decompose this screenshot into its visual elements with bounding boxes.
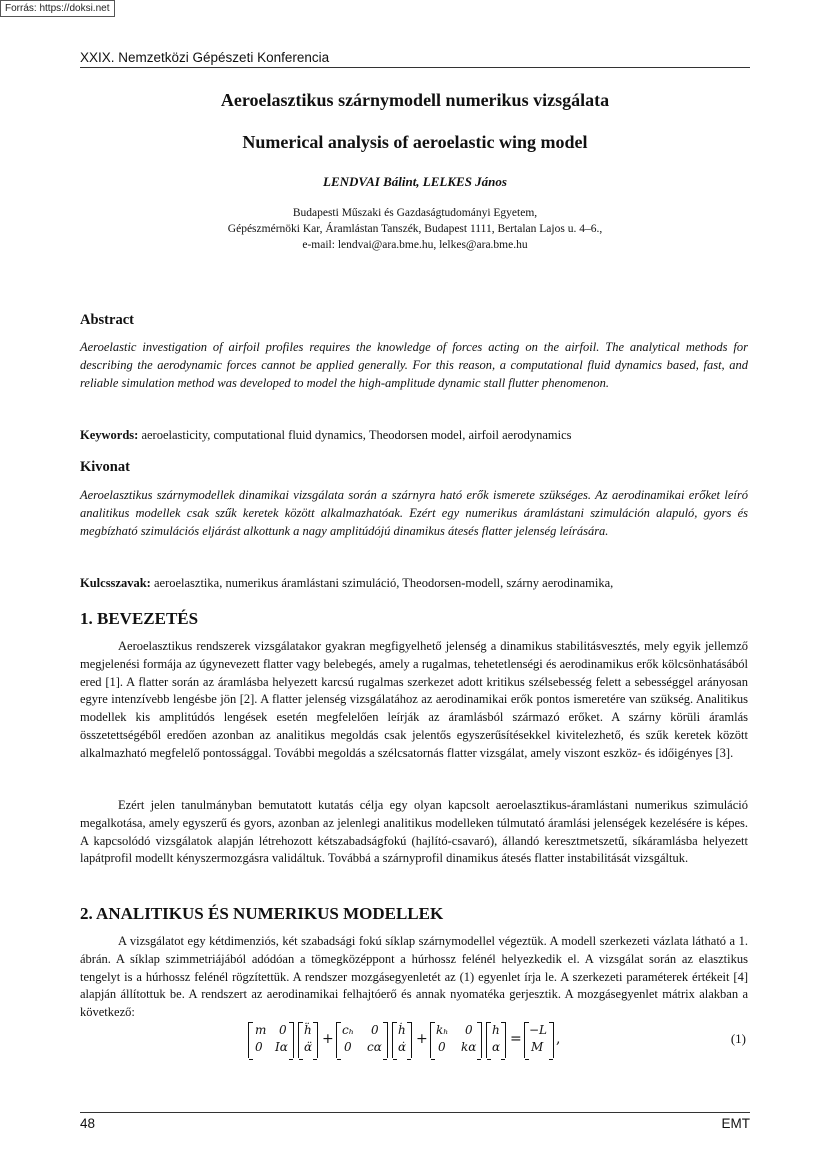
section-2-heading: 2. ANALITIKUS ÉS NUMERIKUS MODELLEK	[80, 904, 444, 923]
page-number: 48	[80, 1116, 96, 1131]
vector-cell: α	[492, 1040, 501, 1054]
matrix-cell: kₕ	[436, 1023, 449, 1037]
affiliation	[80, 205, 750, 253]
vector-cell: α̈	[304, 1040, 313, 1054]
affiliation-email: e-mail: lendvai@ara.bme.hu, lelkes@ara.bme.hu	[302, 239, 528, 251]
equation-body	[248, 1022, 668, 1060]
source-label: Forrás: https://doksi.net	[0, 0, 115, 17]
matrix-cell: 0	[465, 1023, 473, 1037]
kulcsszavak	[80, 575, 748, 593]
running-header: XXIX. Nemzetközi Gépészeti Konferencia	[80, 50, 750, 68]
equation-1	[80, 1022, 748, 1060]
title-hungarian: Aeroelasztikus szárnymodell numerikus vizsgálata	[220, 90, 610, 110]
keywords	[80, 427, 748, 445]
plus-sign: +	[416, 1031, 428, 1047]
section-1-paragraph-2: Ezért jelen tanulmányban bemutatott kutatás célja egy olyan kapcsolt aeroelasztikus-áramlástani numerikus szimuláció megalkotása, amely egyszerű és gyors, azonban az jelenlegi analitikus modelleken túlmutató áramlási jelenségek kezelésére is képes. A kapcsolódó vizsgálatok alapján létrehozott kétszabadságfokú (hajlító-csavaró), állandó keresztmetszetű, síkáramlásba helyezett lapátprofil modellt kényszermozgásra validáltuk. Továbbá a szárnyprofil dinamikus átesés flatter instabilitását vizsgáltuk.	[80, 798, 748, 866]
keywords-label: Keywords:	[80, 428, 139, 442]
vector-cell: α̇	[398, 1040, 407, 1054]
page-footer	[80, 1112, 750, 1131]
plus-sign: +	[322, 1031, 334, 1047]
abstract-text: Aeroelastic investigation of airfoil profiles requires the knowledge of forces acting on the airfoil. The analytical methods for describing the aerodynamic forces cannot be applied generally. For this reason, a computational fluid dynamics based, fast, and reliable simulation method was developed to model the high-amplitude dynamic stall flutter phenomenon.	[80, 340, 748, 390]
mass-matrix	[248, 1022, 294, 1058]
affiliation-line: Gépészmérnöki Kar, Áramlástan Tanszék, Budapest 1111, Bertalan Lajos u. 4–6.,	[227, 223, 603, 235]
vector-cell: M	[531, 1040, 544, 1054]
vector-cell: ḣ	[398, 1023, 406, 1037]
matrix-cell: 0	[438, 1040, 446, 1054]
title-english: Numerical analysis of aeroelastic wing model	[242, 132, 588, 152]
abstract-heading: Abstract	[80, 312, 134, 328]
damping-matrix	[336, 1022, 388, 1058]
acceleration-vector	[298, 1022, 318, 1058]
force-vector	[524, 1022, 554, 1058]
vector-cell: −L	[529, 1023, 548, 1037]
matrix-cell: 0	[255, 1040, 263, 1054]
vector-cell: ḧ	[304, 1023, 312, 1037]
equals-sign: =	[510, 1031, 522, 1047]
keywords-text: aeroelasticity, computational fluid dynamics, Theodorsen model, airfoil aerodynamics	[138, 428, 572, 442]
kulcsszavak-text: aeroelasztika, numerikus áramlástani szimuláció, Theodorsen-modell, szárny aerodinamika,	[150, 576, 614, 590]
velocity-vector	[392, 1022, 412, 1058]
matrix-cell: cα	[367, 1040, 382, 1054]
vector-cell: h	[492, 1023, 500, 1037]
displacement-vector	[486, 1022, 506, 1058]
matrix-cell: 0	[344, 1040, 352, 1054]
section-1-heading: 1. BEVEZETÉS	[80, 609, 199, 628]
matrix-cell: Iα	[275, 1040, 288, 1054]
section-1-paragraph-1: Aeroelasztikus rendszerek vizsgálatakor gyakran megfigyelhető jelenség a dinamikus stabilitásvesztés, mely egyik jellemző megjelenési formája az úgynevezett flatter vagy belebegés, amely a rugalmas, tehetetlenségi és aerodinamikus erők kölcsönhatásából ered [1]. A flatter során az áramlásba helyezett karcsú rugalmas szerkezet adott kritikus szélsebesség felett a sebességgel arányosan egyre intenzívebb lengésbe jön [2]. A flatter jelenség vizsgálatához az aerodinamikai erők pontos ismeretére van szükség. Analitikus modellek kis amplitúdós lengések esetén megfelelően leírják az áramlásból származó erőket. A szárny körüli áramlás összetettségéből eredően azonban az analitikus megoldás csak jelentős egyszerűsítésekkel kivitelezhető, és szűk keretek között alkalmazható megfelelő pontossággal. További megoldás a szélcsatornás flatter vizsgálat, amely viszont eszköz- és időigényes [3].	[80, 639, 748, 760]
matrix-cell: m	[255, 1023, 267, 1037]
section-2-paragraph-1: A vizsgálatot egy kétdimenziós, két szabadsági fokú síklap szárnymodellel végeztük. A modell szerkezeti vázlata látható a 1. ábrán. A síklap szimmetriájából adódóan a tömegközéppont a húrhossz felénél helyezkedik el. A vizsgálat során az elasztikus tengelyt is a húrhossz felénél rögzítettük. A rendszer mozgásegyenletét az (1) egyenlet írja le. A szerkezeti paraméterek értékeit [4] alapján állítottuk be. A rendszert az aerodinamikai felhajtóerő és annak nyomatéka gerjesztik. A mozgásegyenlet mátrix alakban a következő:	[80, 934, 748, 1020]
authors: LENDVAI Bálint, LELKES János	[323, 174, 507, 189]
affiliation-line: Budapesti Műszaki és Gazdaságtudományi Egyetem,	[292, 207, 538, 219]
stiffness-matrix	[430, 1022, 482, 1058]
matrix-cell: 0	[371, 1023, 379, 1037]
comma: ,	[556, 1031, 561, 1047]
kivonat-heading: Kivonat	[80, 459, 130, 475]
matrix-cell: 0	[279, 1023, 287, 1037]
matrix-cell: cₕ	[342, 1023, 354, 1037]
matrix-cell: kα	[461, 1040, 477, 1054]
equation-number: (1)	[730, 1031, 746, 1046]
kivonat-text: Aeroelasztikus szárnymodellek dinamikai vizsgálata során a szárnyra ható erők ismerete szükséges. Az aerodinamikai erőket leíró analitikus modellek csak szűk keretek között alkalmazhatóak. Ezért egy numerikus áramlástani szimuláción alapuló, gyors és megbízható szimulációs eljárást alkottunk a nagy amplitúdójú dinamikus átesés flatter jelenség leírására.	[80, 488, 748, 538]
footer-label: EMT	[721, 1116, 750, 1131]
kulcsszavak-label: Kulcsszavak:	[80, 576, 151, 590]
